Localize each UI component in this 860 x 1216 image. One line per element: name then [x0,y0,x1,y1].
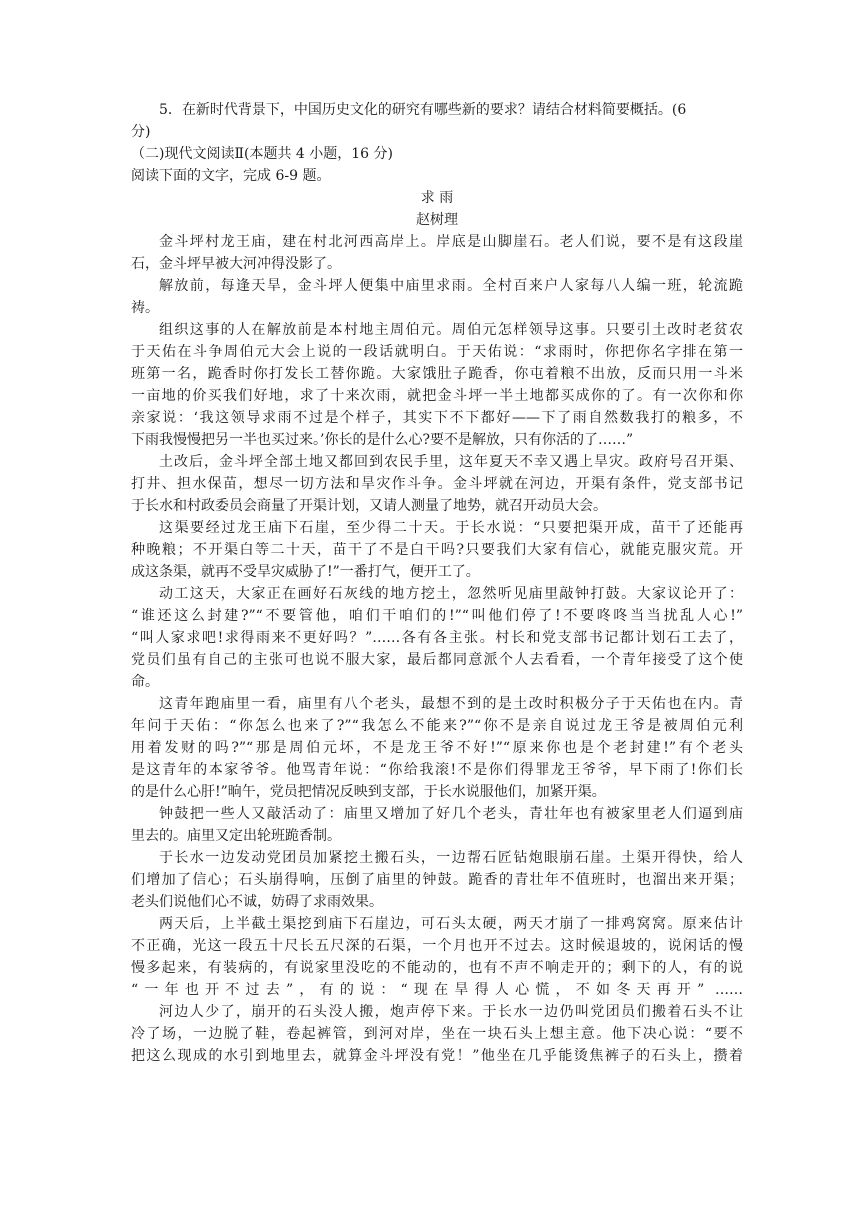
article-line: 党员们虽有自己的主张可也说不服大家，最后都同意派个人去看看，一个青年接受了这个使 [131,652,743,668]
article-line: 成这条渠，就再不受旱灾威胁了!”一番打气，便开工了。 [131,564,480,580]
article-line: 石，金斗坪早被大河冲得没影了。 [131,256,341,272]
article-line: 冷了场，一边脱了鞋，卷起裤管，到河对岸，坐在一块石头上想主意。他下决心说：“要不 [131,1026,743,1042]
article-line: 用着发财的吗?”“那是周伯元坏，不是龙王爷不好!”“原来你也是个老封建!”有个老头 [131,740,743,756]
article-line: 下雨我慢慢把另一半也买过来。’你长的是什么心?要不是解放，只有你活的了……” [131,432,634,448]
article-line: “谁还这么封建?”“不要管他，咱们干咱们的!”“叫他们停了!不要咚咚当当扰乱人心!” [131,608,743,624]
article-line: 两天后，上半截土渠挖到庙下石崖边，可石头太硬，两天才崩了一排鸡窝窝。原来估计 [159,916,743,932]
article-line: 河边人少了，崩开的石头没人搬，炮声停下来。于长水一边仍叫党团员们搬着石头不让 [159,1004,743,1020]
article-line: 里去的。庙里又定出轮班跪香制。 [131,828,341,844]
article-line: 命。 [131,674,159,690]
article-line: 的是什么心肝!”晌午，党员把情况反映到支部，于长水说服他们，加紧开渠。 [131,784,606,800]
article-line: 动工这天，大家正在画好石灰线的地方挖土，忽然听见庙里敲钟打鼓。大家议论开了： [159,586,743,602]
question-5-line-1: 5．在新时代背景下，中国历史文化的研究有哪些新的要求？请结合材料简要概括。(6 [159,102,687,118]
article-line: 土改后，金斗坪全部土地又都回到农民手里，这年夏天不幸又遇上旱灾。政府号召开渠、 [159,454,743,470]
article-line: 老头们说他们心不诚，妨碍了求雨效果。 [131,894,383,910]
article-line: “一年也开不过去”，有的说：“现在旱得人心慌，不如冬天再开” …… [131,982,743,998]
article-line: 于长水一边发动党团员加紧挖土搬石头，一边帮石匠钻炮眼崩石崖。土渠开得快，给人 [159,850,743,866]
article-line: 这青年跑庙里一看，庙里有八个老头，最想不到的是土改时积极分子于天佑也在内。青 [159,696,743,712]
article-title: 求 雨 [420,190,454,206]
article-line: 一亩地的价买我们好地，求了十来次雨，就把金斗坪一半土地都买成你的了。有一次你和你 [131,388,743,404]
article-line: 亲家说：‘我这领导求雨不过是个样子，其实下不下都好——下了雨自然数我打的粮多，不 [131,410,743,426]
article-line: 打井、担水保苗，想尽一切方法和旱灾作斗争。金斗坪就在河边，开渠有条件，党支部书记 [131,476,743,492]
article-line: 解放前，每逢天旱，金斗坪人便集中庙里求雨。全村百来户人家每八人编一班，轮流跪 [159,278,743,294]
article-line: 慢多起来，有装病的，有说家里没吃的不能动的，也有不声不响走开的；剩下的人，有的说 [131,960,743,976]
article-author: 赵树理 [416,212,458,228]
article-line: 于天佑在斗争周伯元大会上说的一段话就明白。于天佑说：“求雨时，你把你名字排在第一 [131,344,743,360]
article-line: 这渠要经过龙王庙下石崖，至少得二十天。于长水说：“只要把渠开成，苗干了还能再 [159,520,743,536]
article-line: 于长水和村政委员会商量了开渠计划，又请人测量了地势，就召开动员大会。 [131,498,607,514]
section-header: （二)现代文阅读Ⅱ(本题共 4 小题，16 分) [131,146,393,162]
article-line: 金斗坪村龙王庙，建在村北河西高岸上。岸底是山脚崖石。老人们说，要不是有这段崖 [159,234,743,250]
article-line: 是这青年的本家爷爷。他骂青年说：“你给我滚!不是你们得罪龙王爷爷，早下雨了!你们长 [131,762,743,778]
article-line: 种晚粮；不开渠白等二十天，苗干了不是白干吗?只要我们大家有信心，就能克服灾荒。开 [131,542,743,558]
article-line: 年问于天佑：“你怎么也来了?”“我怎么不能来?”“你不是亲自说过龙王爷是被周伯元利 [131,718,743,734]
article-line: 们增加了信心；石头崩得响，压倒了庙里的钟鼓。跪香的青壮年不值班时，也溜出来开渠； [131,872,743,888]
article-line: 把这么现成的水引到地里去，就算金斗坪没有党！”他坐在几乎能烫焦裤子的石头上，攒着 [131,1048,743,1064]
article-line: “叫人家求吧!求得雨来不更好吗？”……各有各主张。村长和党支部书记都计划石工去了， [131,630,743,646]
article-line: 班第一名，跪香时你打发长工替你跪。大家饿肚子跪香，你屯着粮不出放，反而只用一斗米 [131,366,743,382]
article-line: 组织这事的人在解放前是本村地主周伯元。周伯元怎样领导这事。只要引土改时老贫农 [159,322,743,338]
question-5-line-2: 分) [131,124,151,140]
reading-instruction: 阅读下面的文字，完成 6-9 题。 [131,168,331,184]
article-line: 祷。 [131,300,159,316]
article-line: 钟鼓把一些人又敲活动了：庙里又增加了好几个老头，青壮年也有被家里老人们逼到庙 [159,806,743,822]
article-line: 不正确，光这一段五十尺长五尺深的石渠，一个月也开不过去。这时候退坡的，说闲话的慢 [131,938,743,954]
